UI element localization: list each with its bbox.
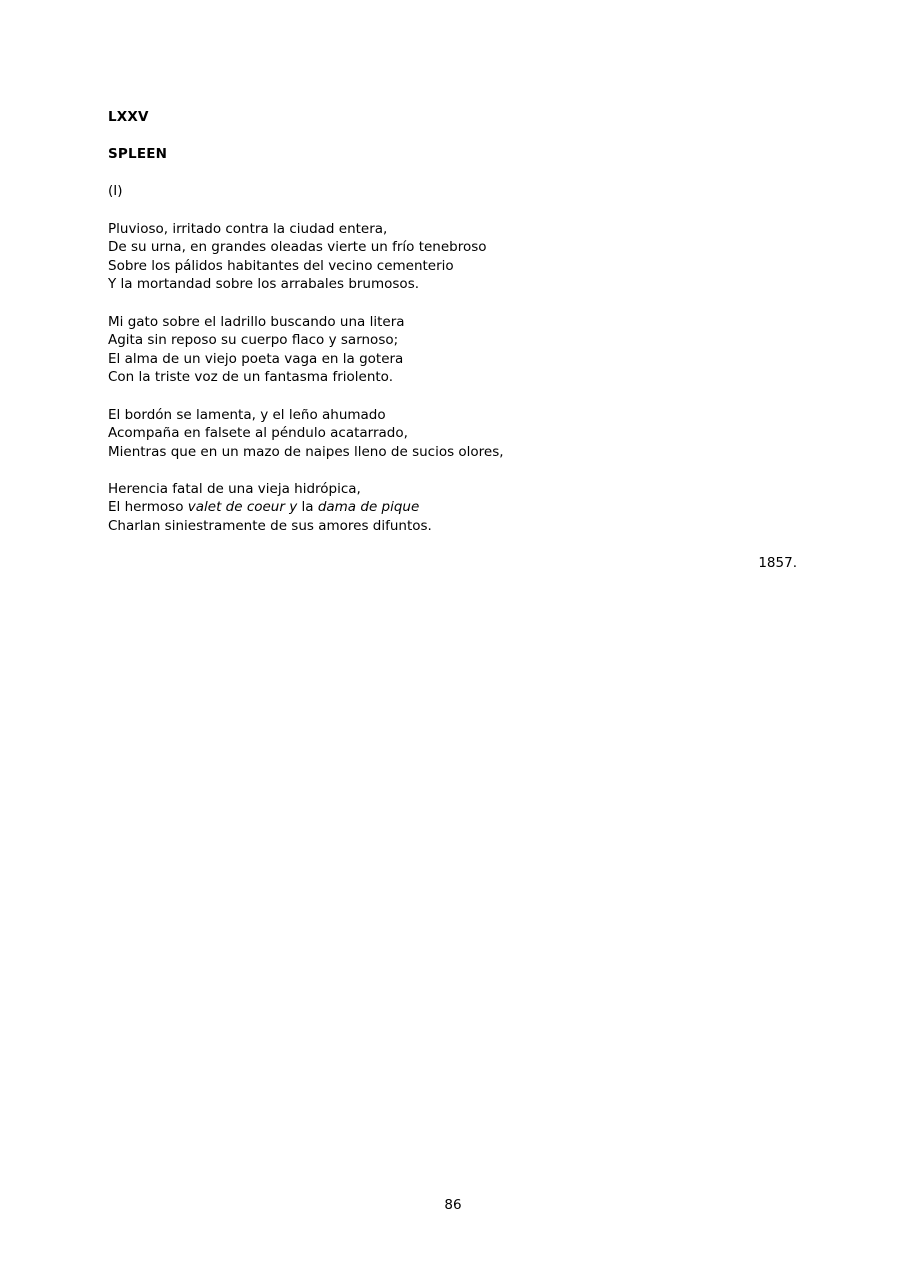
poem-stanzas	[108, 220, 797, 536]
poem-stanza	[108, 406, 797, 462]
poem-line: Herencia fatal de una vieja hidrópica,	[108, 480, 361, 497]
poem-line: Sobre los pálidos habitantes del vecino cementerio	[108, 257, 454, 274]
poem-line: El bordón se lamenta, y el leño ahumado	[108, 406, 386, 423]
poem-line-italic-segment: valet de coeur y	[187, 499, 298, 516]
poem-line: Con la triste voz de un fantasma friolento.	[108, 369, 393, 386]
poem-line-segment: El hermoso	[108, 499, 188, 516]
poem-line: Mi gato sobre el ladrillo buscando una litera	[108, 313, 405, 330]
poem-line-segment: la	[297, 499, 318, 516]
poem-line: El alma de un viejo poeta vaga en la gotera	[108, 350, 404, 367]
poem-title-heading: SPLEEN	[108, 146, 168, 163]
poem-line: Pluvioso, irritado contra la ciudad entera,	[108, 220, 388, 237]
poem-content	[108, 108, 797, 591]
poem-line: Agita sin reposo su cuerpo flaco y sarnoso;	[108, 332, 399, 349]
poem-line: Y la mortandad sobre los arrabales brumosos.	[108, 276, 420, 293]
poem-stanza	[108, 313, 797, 387]
poem-line: De su urna, en grandes oleadas vierte un frío tenebroso	[108, 239, 487, 256]
poem-part-label: (I)	[108, 183, 123, 200]
poem-line	[108, 498, 797, 517]
poem-line-italic-segment: dama de pique	[317, 499, 420, 516]
poem-stanza	[108, 480, 797, 536]
poem-line: Mientras que en un mazo de naipes lleno de sucios olores,	[108, 443, 504, 460]
page-number: 86	[444, 1197, 462, 1213]
poem-line: Acompaña en falsete al péndulo acatarrado,	[108, 425, 408, 442]
poem-line: Charlan siniestramente de sus amores difuntos.	[108, 518, 432, 535]
poem-number-heading: LXXV	[108, 109, 149, 125]
poem-date: 1857.	[758, 555, 797, 572]
poem-stanza	[108, 220, 797, 294]
